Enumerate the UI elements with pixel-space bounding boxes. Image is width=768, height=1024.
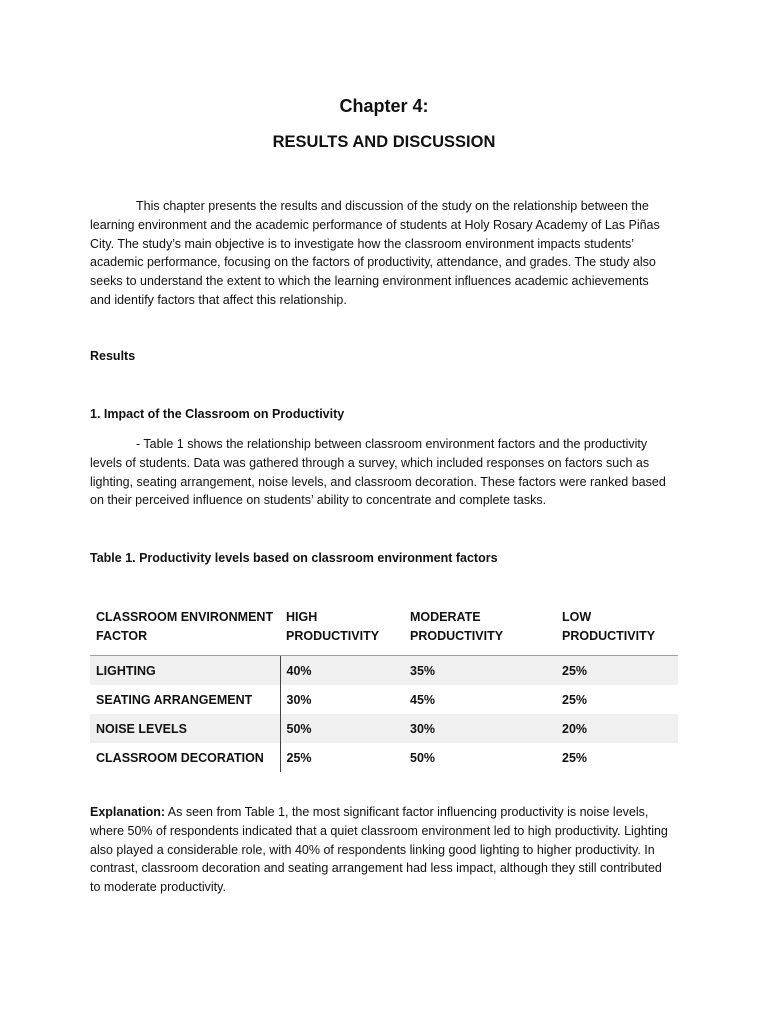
table-header-cell: HIGH PRODUCTIVITY: [280, 606, 404, 656]
table-row: [90, 656, 678, 686]
table-cell: CLASSROOM DECORATION: [90, 743, 280, 772]
table-row: [90, 743, 678, 772]
section1-heading: 1. Impact of the Classroom on Productivity: [90, 407, 345, 421]
table-cell: SEATING ARRANGEMENT: [90, 685, 280, 714]
table-header-cell: MODERATE PRODUCTIVITY: [404, 606, 556, 656]
table-row: [90, 685, 678, 714]
table-header-row: [90, 606, 678, 656]
table-cell: 30%: [404, 714, 556, 743]
table-cell: 30%: [286, 692, 312, 707]
table-cell: 50%: [410, 750, 436, 765]
table-cell: 25%: [556, 656, 678, 686]
table-cell: NOISE LEVELS: [90, 714, 280, 743]
table-cell: 25%: [286, 750, 312, 765]
results-heading: Results: [90, 349, 136, 363]
explanation-text: As seen from Table 1, the most significant factor influencing productivity is noise levels, where 50% of respondents indicated that a quiet classroom environment led to high productivity. Lighting also played a considerable role, with 40% of respondents linking good lighting to higher productivity. In contrast, classroom decoration and seating arrangement had less impact, although they still contributed to moderate productivity.: [90, 805, 668, 895]
table1-caption: Table 1. Productivity levels based on classroom environment factors: [90, 551, 498, 565]
productivity-table: [90, 606, 678, 772]
table-cell: LIGHTING: [90, 656, 280, 686]
explanation-paragraph: [90, 803, 670, 897]
chapter-number: Chapter 4:: [339, 96, 429, 116]
explanation-label: Explanation:: [90, 805, 166, 819]
table-cell: 25%: [562, 692, 588, 707]
chapter-title: RESULTS AND DISCUSSION: [272, 133, 496, 151]
table-cell: 35%: [404, 656, 556, 686]
intro-paragraph: This chapter presents the results and discussion of the study on the relationship between the learning environment and the academic performance of students at Holy Rosary Academy of Las Piñas City. The study’s main objective is to investigate how the classroom environment impacts students’ academic performance, focusing on the factors of productivity, attendance, and grades. The study also seeks to understand the extent to which the learning environment influences academic achievements and identify factors that affect this relationship.: [90, 199, 660, 307]
table-cell: 50%: [280, 714, 404, 743]
table-cell: 20%: [556, 714, 678, 743]
section1-paragraph: - Table 1 shows the relationship between classroom environment factors and the productivity levels of students. Data was gathered through a survey, which included responses on factors such as lighting, seating arrangement, noise levels, and classroom decoration. These factors were ranked based on their perceived influence on students’ ability to concentrate and complete tasks.: [90, 437, 666, 508]
table-cell: 25%: [562, 750, 588, 765]
table-cell: 45%: [410, 692, 436, 707]
table-header-cell: CLASSROOM ENVIRONMENT FACTOR: [90, 606, 280, 656]
table-header-cell: LOW PRODUCTIVITY: [556, 606, 678, 656]
table-row: [90, 714, 678, 743]
table-cell: 40%: [280, 656, 404, 686]
